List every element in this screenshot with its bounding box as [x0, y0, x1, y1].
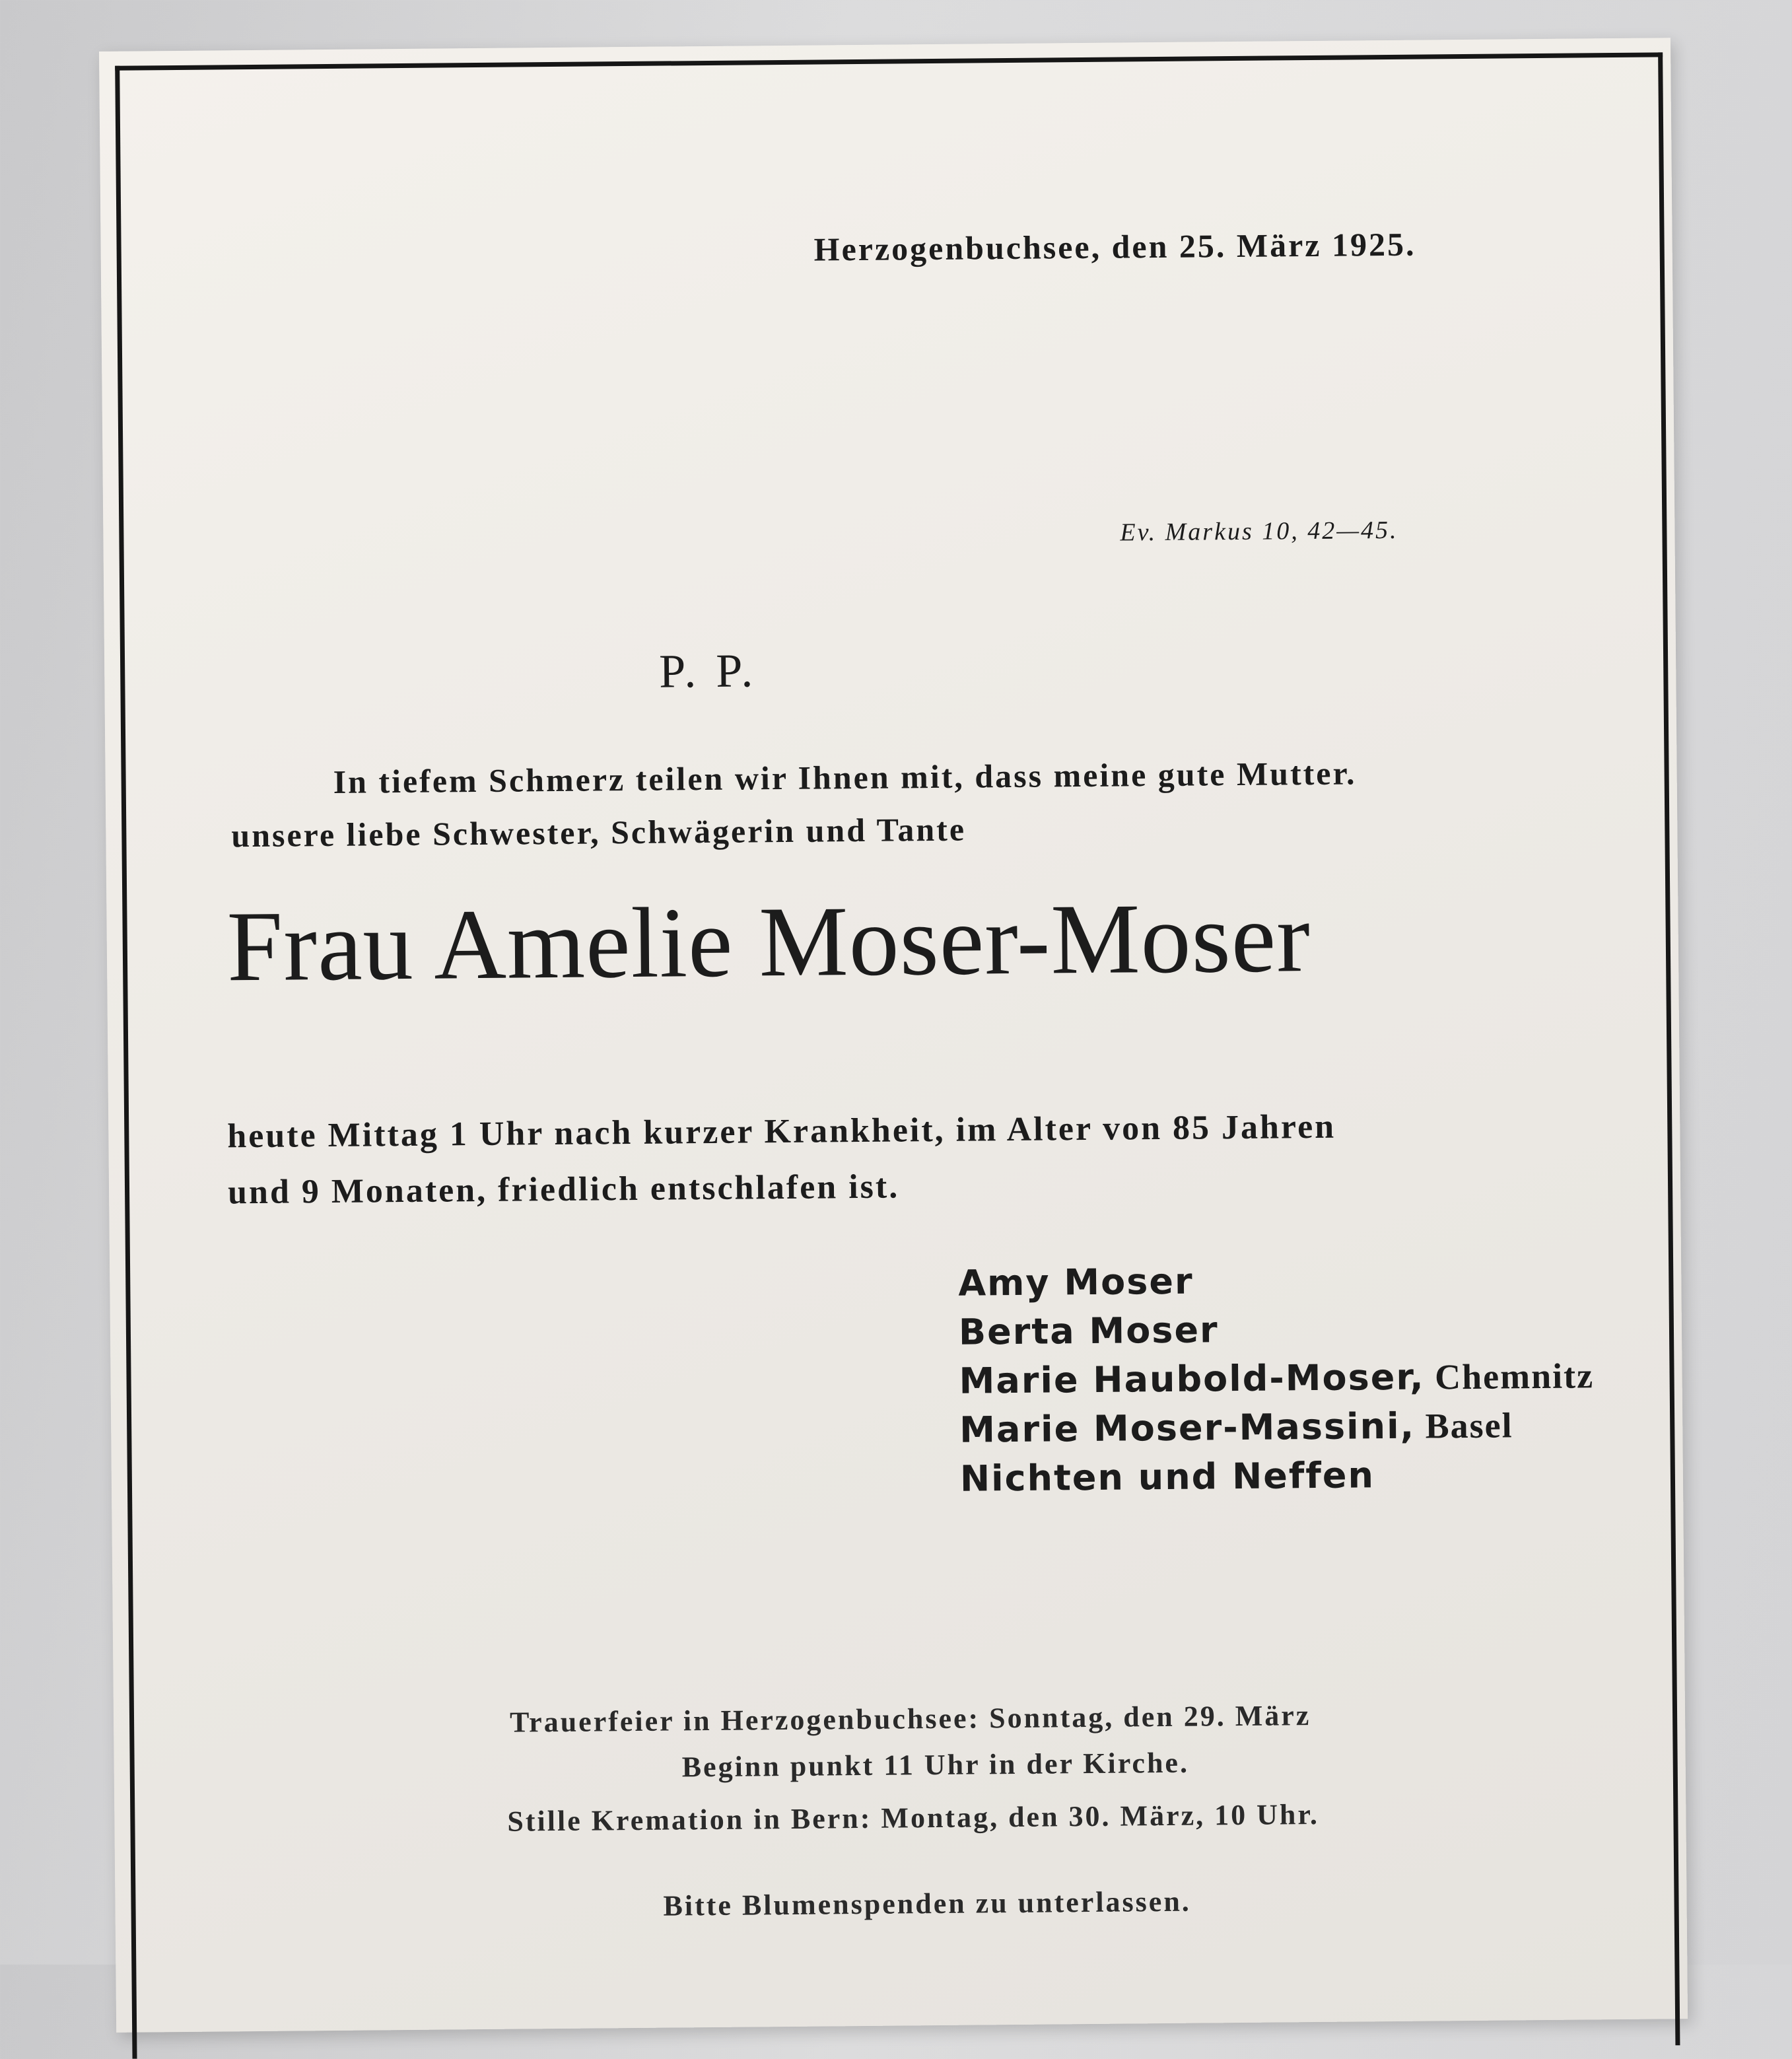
- funeral-time-notice: Beginn punkt 11 Uhr in der Kirche.: [681, 1746, 1190, 1784]
- mourner-entry: [959, 1302, 1594, 1356]
- mourner-name: Nichten und Neffen: [959, 1454, 1375, 1500]
- salutation: P. P.: [658, 644, 757, 698]
- mourner-entry: [959, 1351, 1594, 1405]
- mourner-entry: [958, 1253, 1593, 1308]
- cremation-notice: Stille Kremation in Bern: Montag, den 30. März, 10 Uhr.: [507, 1797, 1320, 1838]
- place-date: Herzogenbuchsee, den 25. März 1925.: [813, 225, 1416, 268]
- intro-line-2: unsere liebe Schwester, Schwägerin und Tante: [231, 810, 967, 855]
- obituary-card: [99, 38, 1688, 2033]
- mourner-location: Chemnitz: [1424, 1356, 1595, 1397]
- mourner-name: Marie Moser-Massini,: [959, 1405, 1416, 1451]
- funeral-notice: Trauerfeier in Herzogenbuchsee: Sonntag, den 29. März: [509, 1699, 1311, 1739]
- mourner-entry: [960, 1449, 1595, 1503]
- flowers-notice: Bitte Blumenspenden zu unterlassen.: [663, 1885, 1192, 1922]
- mourner-entry: [959, 1400, 1595, 1454]
- mourner-name: Marie Haubold-Moser,: [959, 1356, 1425, 1402]
- announcement-line-1: heute Mittag 1 Uhr nach kurzer Krankheit, im Alter von 85 Jahren: [227, 1107, 1336, 1156]
- mourner-name: Berta Moser: [958, 1309, 1219, 1353]
- intro-line-1: In tiefem Schmerz teilen wir Ihnen mit, dass meine gute Mutter.: [333, 754, 1357, 800]
- announcement-line-2: und 9 Monaten, friedlich entschlafen ist.: [227, 1168, 900, 1212]
- mourner-name: Amy Moser: [958, 1260, 1194, 1304]
- deceased-name: Frau Amelie Moser-Moser: [226, 882, 1311, 1002]
- mourners-list: [958, 1253, 1595, 1503]
- scripture-reference: Ev. Markus 10, 42—45.: [1120, 516, 1398, 547]
- mourner-location: Basel: [1414, 1405, 1513, 1446]
